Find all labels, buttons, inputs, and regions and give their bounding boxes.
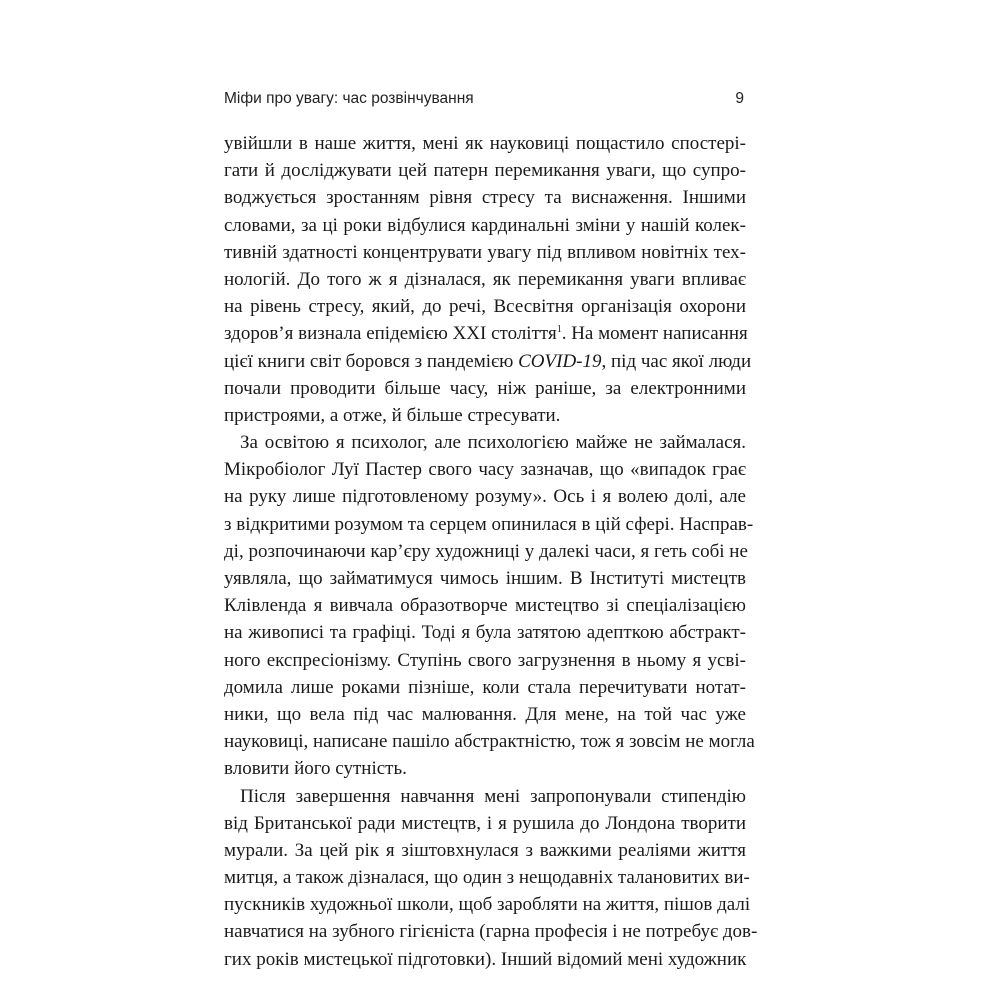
text-line: нологій. До того ж я дізналася, як перемикання уваги впливає — [224, 268, 746, 290]
page-number: 9 — [735, 90, 744, 107]
running-head — [224, 90, 744, 112]
text-run: , під час якої люди — [601, 350, 752, 372]
text-line: тивній здатності концентрувати увагу під впливом новітніх тех- — [224, 241, 746, 263]
text-line — [224, 348, 752, 375]
text-line: митця, а також дізналася, що один з нещодавніх талановитих ви- — [224, 867, 750, 889]
text-line: словами, за ці роки відбулися кардинальні зміни у нашій колек- — [224, 214, 746, 236]
text-run: цієї книги світ боровся з пандемією — [224, 350, 519, 372]
body-text — [224, 130, 758, 973]
text-line: ники, що вела під час малювання. Для мене, на той час уже — [224, 703, 746, 725]
text-line: почали проводити більше часу, ніж раніше, за електронними — [224, 377, 746, 399]
text-line: науковиці, написане пашіло абстрактністю, тож я зовсім не могла — [224, 731, 755, 753]
text-line: За освітою я психолог, але психологією майже не займалася. — [240, 432, 746, 454]
text-line: навчатися на зубного гігієніста (гарна професія і не потребує дов- — [224, 921, 758, 943]
text-line: Після завершення навчання мені запропонували стипендію — [240, 785, 746, 807]
italic-term: COVID-19 — [518, 350, 602, 372]
text-line: уявляла, що займатимуся чимось іншим. В Інституті мистецтв — [224, 568, 746, 589]
text-line: мурали. За цей рік я зіштовхнулася з важкими реаліями життя — [224, 839, 746, 861]
text-run: здоров’я визнала епідемією XXI століття — [224, 323, 557, 345]
running-title: Міфи про увагу: час розвінчування — [224, 90, 474, 107]
text-line: вловити його сутність. — [224, 758, 407, 780]
text-line: Клівленда я вивчала образотворче мистецтво зі спеціалізацією — [224, 595, 746, 617]
text-line: пристроями, а отже, й більше стресувати. — [224, 404, 561, 426]
text-line: пускників художньої школи, щоб заробляти на життя, пішов далі — [224, 894, 751, 916]
text-line: домила лише роками пізніше, коли стала перечитувати нотат- — [224, 676, 746, 698]
text-line: на рівень стресу, який, до речі, Всесвітня організація охорони — [224, 296, 746, 318]
text-line: гих років мистецької підготовки). Інший відомий мені художник — [224, 948, 747, 970]
text-line: ного експресіонізму. Ступінь свого загрузнення в ньому я усві- — [224, 649, 746, 671]
text-line: гати й досліджувати цей патерн перемикання уваги, що супро- — [224, 160, 746, 182]
footnote-reference[interactable]: 1 — [556, 324, 562, 336]
text-line: на живописі та графіці. Тоді я була затятою адепткою абстракт- — [224, 622, 746, 644]
text-line: ді, розпочинаючи кар’єру художниці у далекі часи, я геть собі не — [224, 540, 748, 562]
text-line: увійшли в наше життя, мені як науковиці пощастило спостері- — [224, 133, 746, 154]
text-run: . На момент написання — [561, 323, 748, 345]
text-line: Мікробіолог Луї Пастер свого часу зазначав, що «випадок грає — [224, 459, 746, 481]
text-line: від Британської ради мистецтв, і я рушила до Лондона творити — [224, 812, 746, 834]
paragraph-3 — [224, 783, 758, 973]
text-line — [224, 320, 746, 347]
text-line: на руку лише підготовленому розуму». Ось і я волею долі, але — [224, 486, 746, 508]
text-line: з відкритими розумом та серцем опинилася в цій сфері. Насправ- — [224, 513, 754, 535]
paragraph-1 — [224, 130, 752, 429]
paragraph-2 — [224, 429, 755, 782]
text-line: воджується зростанням рівня стресу та виснаження. Іншими — [224, 187, 746, 209]
